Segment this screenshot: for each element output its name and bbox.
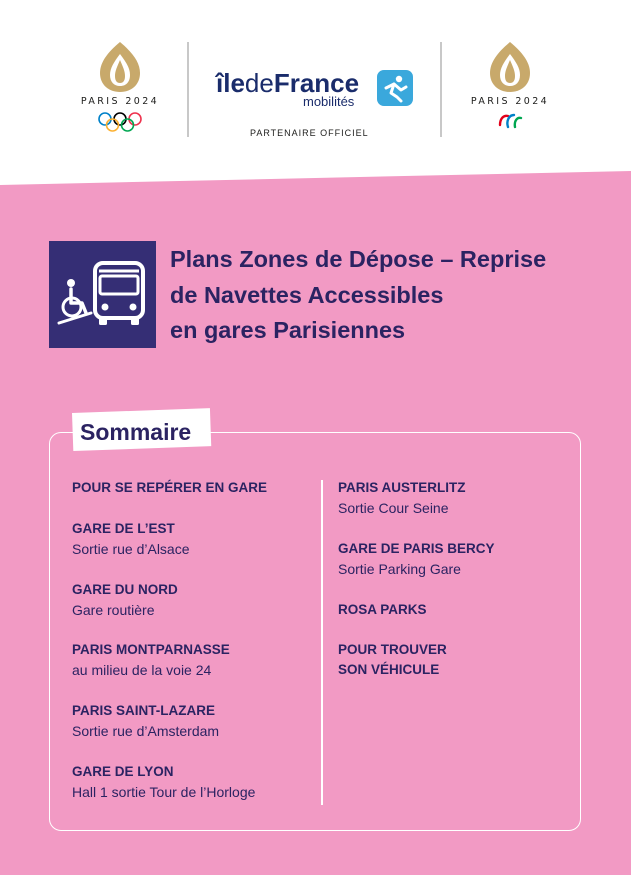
title-line-2: de Navettes Accessibles bbox=[170, 281, 444, 308]
summary-item-montparnasse[interactable] bbox=[72, 640, 230, 680]
summary-item-saint-lazare[interactable] bbox=[72, 701, 219, 741]
summary-item-title: POUR SE REPÉRER EN GARE bbox=[72, 480, 268, 495]
paris2024-text-left: PARIS 2024 bbox=[80, 96, 160, 107]
summary-item-subtitle: Gare routière bbox=[72, 602, 155, 618]
page-title bbox=[170, 242, 610, 349]
header-divider-right bbox=[440, 42, 442, 137]
summary-item-title: GARE DE LYON bbox=[72, 764, 174, 779]
paris2024-text-right: PARIS 2024 bbox=[470, 96, 550, 107]
paralympic-agitos-icon bbox=[494, 111, 526, 131]
idfm-de: de bbox=[244, 68, 274, 98]
idfm-france: France bbox=[273, 68, 360, 98]
accessible-bus-badge bbox=[49, 241, 156, 348]
summary-item-title: POUR TROUVER bbox=[338, 642, 447, 657]
paris2024-olympic-logo bbox=[74, 40, 166, 133]
paralympic-flame-icon bbox=[484, 40, 536, 94]
idfm-mobilites: mobilités bbox=[303, 94, 355, 109]
summary-item-gare-est[interactable] bbox=[72, 519, 190, 559]
summary-item-subtitle: Sortie rue d’Amsterdam bbox=[72, 723, 220, 739]
summary-item-gare-lyon[interactable] bbox=[72, 762, 255, 802]
summary-item-subtitle: Sortie Parking Gare bbox=[338, 561, 461, 577]
summary-column-divider bbox=[321, 480, 323, 805]
idfm-walker-icon bbox=[377, 70, 413, 106]
header-divider-left bbox=[187, 42, 189, 137]
summary-item-title: SON VÉHICULE bbox=[338, 662, 440, 677]
summary-item-title: PARIS AUSTERLITZ bbox=[338, 480, 466, 495]
summary-item-trouver-vehicule[interactable] bbox=[338, 640, 447, 680]
summary-item-rosa-parks[interactable] bbox=[338, 600, 427, 620]
summary-item-reperer[interactable] bbox=[72, 478, 267, 498]
title-line-3: en gares Parisiennes bbox=[170, 317, 406, 343]
summary-item-title: GARE DE PARIS BERCY bbox=[338, 541, 495, 556]
summary-item-title: GARE DU NORD bbox=[72, 582, 178, 597]
bus-icon bbox=[95, 263, 143, 325]
summary-item-bercy[interactable] bbox=[338, 539, 495, 579]
summary-item-gare-nord[interactable] bbox=[72, 580, 178, 620]
paris2024-paralympic-logo bbox=[464, 40, 556, 131]
summary-item-subtitle: Sortie Cour Seine bbox=[338, 500, 449, 516]
summary-item-title: PARIS SAINT-LAZARE bbox=[72, 703, 216, 718]
summary-item-austerlitz[interactable] bbox=[338, 478, 466, 518]
olympic-flame-icon bbox=[94, 40, 146, 94]
olympic-rings-icon bbox=[96, 111, 144, 133]
title-line-1: Plans Zones de Dépose – Reprise bbox=[170, 246, 547, 272]
wheelchair-icon bbox=[59, 279, 91, 323]
summary-item-subtitle: Sortie rue d’Alsace bbox=[72, 541, 190, 557]
summary-item-title: ROSA PARKS bbox=[338, 602, 427, 617]
partner-label: PARTENAIRE OFFICIEL bbox=[250, 128, 369, 138]
summary-item-subtitle: au milieu de la voie 24 bbox=[72, 662, 212, 678]
summary-item-title: GARE DE L’EST bbox=[72, 521, 175, 536]
summary-heading: Sommaire bbox=[80, 419, 192, 445]
idfm-ile: île bbox=[216, 68, 245, 98]
summary-item-title: PARIS MONTPARNASSE bbox=[72, 642, 230, 657]
summary-item-subtitle: Hall 1 sortie Tour de l’Horloge bbox=[72, 784, 256, 800]
